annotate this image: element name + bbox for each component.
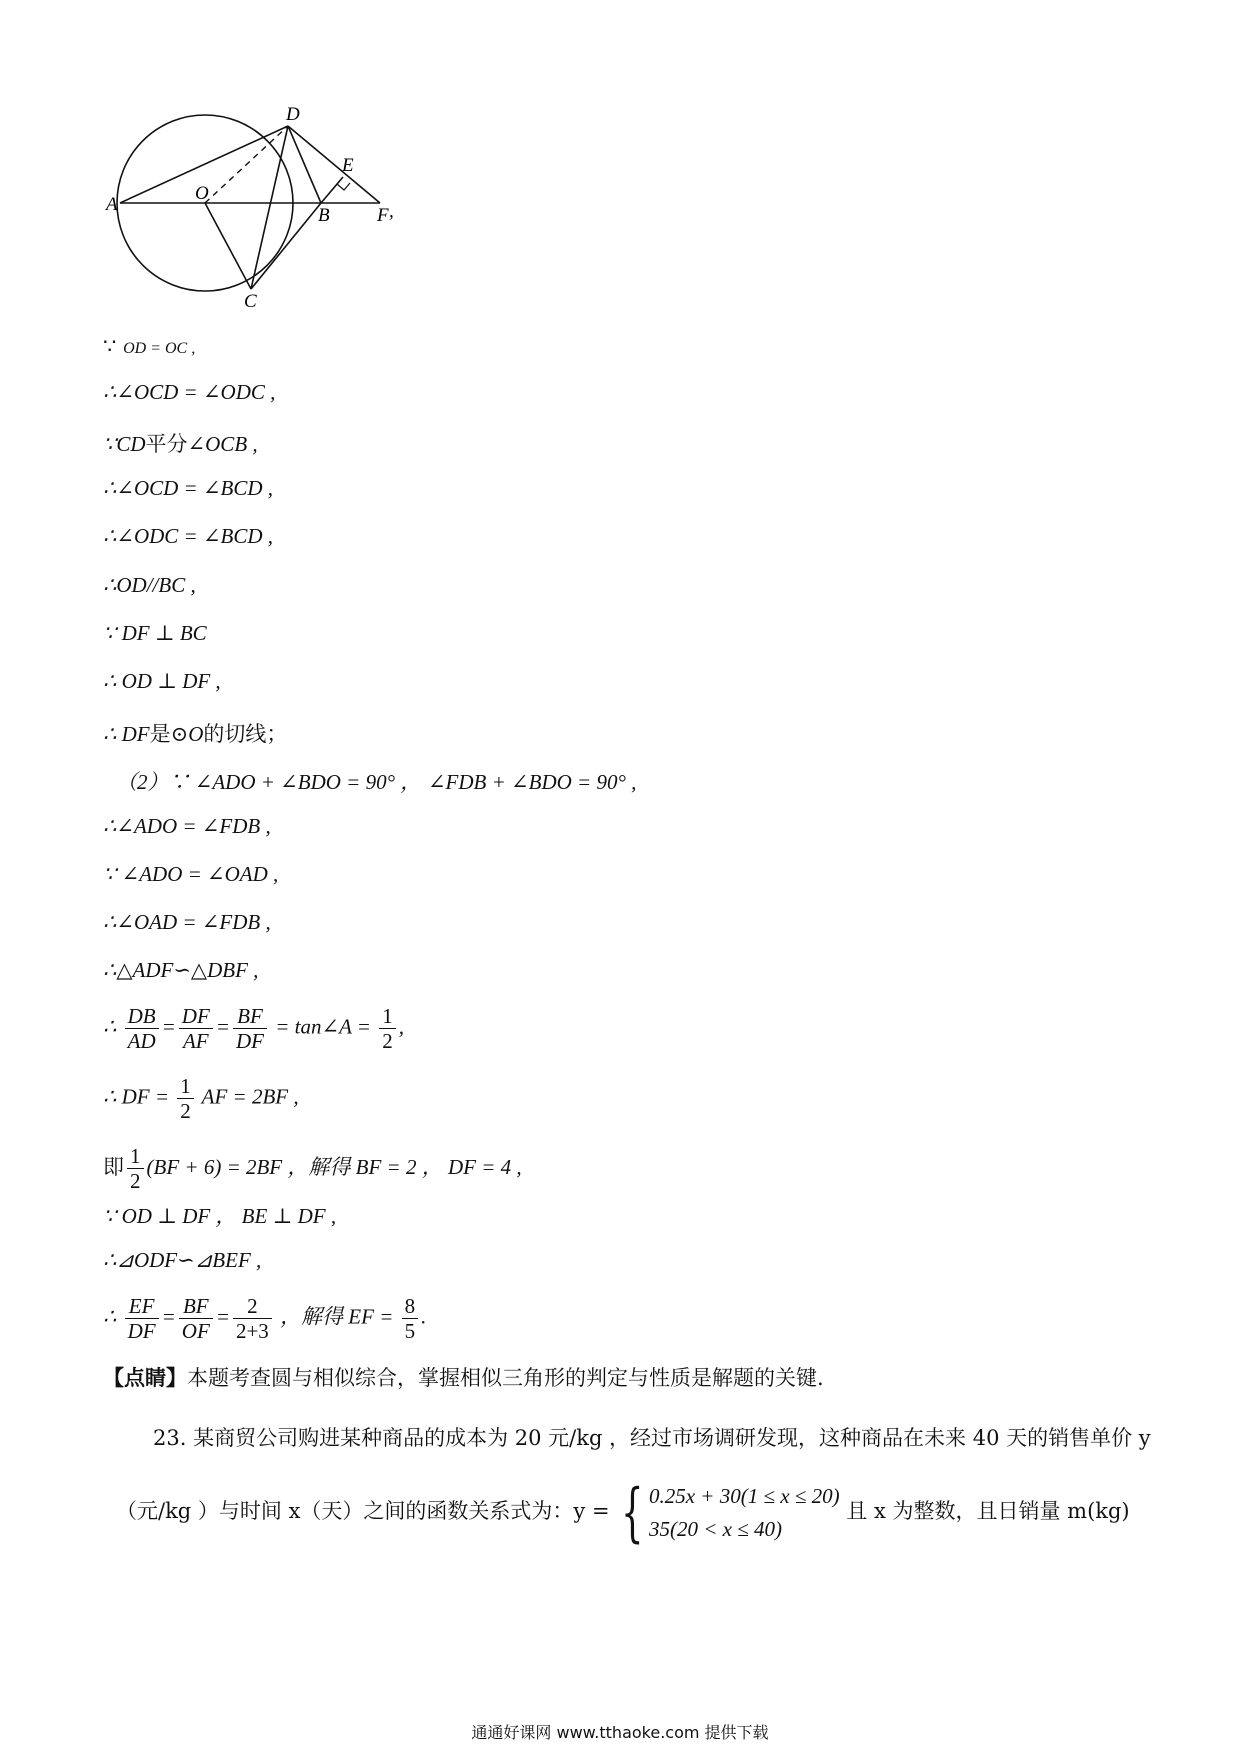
proof-line-6: ∴OD//BC , bbox=[103, 573, 196, 597]
proof-line-1 bbox=[103, 334, 195, 358]
label-d: D bbox=[286, 104, 300, 125]
piecewise-cases bbox=[649, 1480, 840, 1545]
proof-line-4: ∴∠OCD = ∠BCD , bbox=[103, 476, 274, 500]
fraction-bf-df: $\frac{BF}{DF}$ bbox=[233, 1004, 267, 1053]
proof-line-8: ∴ OD ⊥ DF , bbox=[103, 669, 221, 693]
because-symbol: ∵ bbox=[103, 334, 117, 358]
note-text: 本题考查圆与相似综合，掌握相似三角形的判定与性质是解题的关键. bbox=[187, 1366, 824, 1390]
segment-be bbox=[321, 177, 343, 203]
segment-dc bbox=[251, 126, 288, 289]
proof-line-18: ∵ OD ⊥ DF ， BE ⊥ DF , bbox=[103, 1204, 337, 1228]
label-b: B bbox=[318, 205, 330, 226]
proof-line-7: ∵ DF ⊥ BC bbox=[103, 621, 207, 645]
proof-text-16b: AF = 2BF , bbox=[201, 1084, 299, 1109]
proof-text-17b: (BF + 6) = 2BF ，解得 BF = 2 ， DF = 4 , bbox=[146, 1155, 522, 1180]
proof-text-3c: ∠OCB , bbox=[187, 432, 258, 456]
proof-line-11: ∴∠ADO = ∠FDB , bbox=[103, 814, 271, 838]
proof-text-p2b: ∠FDB + ∠BDO = 90° , bbox=[427, 770, 637, 794]
proof-text-16a: ∴ DF = bbox=[103, 1084, 170, 1109]
proof-line-17 bbox=[103, 1144, 522, 1193]
proof-text-20mid: ，解得 EF = bbox=[280, 1304, 394, 1329]
case-1: 0.25x + 30(1 ≤ x ≤ 20) bbox=[648, 1484, 840, 1508]
proof-text-3b: 平分 bbox=[145, 432, 188, 456]
label-f: F bbox=[377, 205, 389, 226]
proof-line-20: ∴ $\frac{EF}{DF}$ = $\frac{BF}{OF}$ = $\frac{2}{2+3}$ ，解得 EF = $\frac{8}{5}$ . bbox=[103, 1294, 427, 1344]
proof-line-14: ∴△ADF∽△DBF , bbox=[103, 958, 259, 982]
proof-line-13: ∴∠OAD = ∠FDB , bbox=[103, 910, 271, 934]
proof-text-9d: 的切线； bbox=[203, 722, 288, 746]
fraction-df-af: $\frac{DF}{AF}$ bbox=[179, 1004, 213, 1053]
proof-text-p2a: （2）∵ ∠ADO + ∠BDO = 90° ， bbox=[116, 770, 422, 794]
note-heading: 【点睛】 bbox=[103, 1365, 187, 1390]
proof-text-9b: 是⊙ bbox=[149, 722, 189, 746]
geometry-figure bbox=[106, 104, 438, 312]
right-angle-mark bbox=[337, 183, 350, 190]
question-23-line-2 bbox=[116, 1475, 1130, 1550]
proof-text-3a: ∵CD bbox=[103, 432, 146, 456]
label-c: C bbox=[244, 291, 257, 312]
proof-line-5: ∴∠ODC = ∠BCD , bbox=[103, 524, 274, 548]
key-point-note bbox=[103, 1362, 824, 1392]
fraction-one-half-3: $\frac{1}{2}$ bbox=[127, 1144, 144, 1193]
proof-text-1: OD = OC , bbox=[123, 340, 196, 357]
fraction-2-over-5: $\frac{2}{2+3}$ bbox=[233, 1294, 272, 1343]
case-2: 35(20 < x ≤ 40) bbox=[648, 1516, 782, 1541]
therefore-symbol-2: ∴ bbox=[103, 1304, 117, 1329]
segment-df bbox=[288, 126, 380, 203]
label-a: A bbox=[106, 194, 118, 215]
therefore-symbol: ∴ bbox=[103, 1014, 117, 1039]
proof-line-9 bbox=[103, 718, 287, 748]
proof-line-2: ∴∠OCD = ∠ODC , bbox=[103, 380, 276, 404]
fraction-bf-of: $\frac{BF}{OF}$ bbox=[179, 1294, 213, 1343]
proof-text-9a: ∴ DF bbox=[103, 722, 150, 746]
question-23-line-1: 23. 某商贸公司购进某种商品的成本为 20 元/kg ，经过市场调研发现，这种商品在未来 40 天的销售单价 y bbox=[153, 1426, 1151, 1450]
fraction-db-ad: $\frac{DB}{AD}$ bbox=[125, 1004, 159, 1053]
fraction-one-half-2: $\frac{1}{2}$ bbox=[177, 1074, 194, 1123]
proof-line-19: ∴⊿ODF∽⊿BEF , bbox=[103, 1248, 262, 1272]
proof-text-9c: O bbox=[188, 722, 204, 746]
proof-text-17a: 即 bbox=[103, 1155, 124, 1180]
proof-line-3 bbox=[103, 428, 258, 458]
question-23-text-b: 且 x 为整数，且日销量 m(kg) bbox=[846, 1499, 1130, 1524]
segment-od bbox=[205, 126, 288, 203]
tan-expression: = tan∠A = bbox=[275, 1014, 371, 1039]
proof-line-12: ∵ ∠ADO = ∠OAD , bbox=[103, 862, 279, 886]
proof-part2-line-1 bbox=[116, 766, 636, 796]
question-23-text-a: （元/kg ）与时间 x（天）之间的函数关系式为：y = bbox=[116, 1499, 610, 1524]
page-footer: 通通好课网 www.tthaoke.com 提供下载 bbox=[471, 1723, 769, 1742]
fraction-one-half-1: $\frac{1}{2}$ bbox=[379, 1004, 396, 1053]
segment-oc bbox=[205, 203, 251, 289]
label-e: E bbox=[342, 155, 354, 176]
proof-line-15: ∴ $\frac{DB}{AD}$ = $\frac{DF}{AF}$ = $\frac{BF}{DF}$ = tan∠A = $\frac{1}{2}$ , bbox=[103, 1004, 404, 1054]
piecewise-brace: { bbox=[621, 1475, 644, 1550]
fraction-ef-df: $\frac{EF}{DF}$ bbox=[125, 1294, 159, 1343]
fraction-8-over-5: $\frac{8}{5}$ bbox=[402, 1294, 419, 1343]
proof-line-16 bbox=[103, 1074, 299, 1123]
label-o: O bbox=[195, 183, 209, 204]
figure-trailing-comma: , bbox=[389, 201, 394, 222]
